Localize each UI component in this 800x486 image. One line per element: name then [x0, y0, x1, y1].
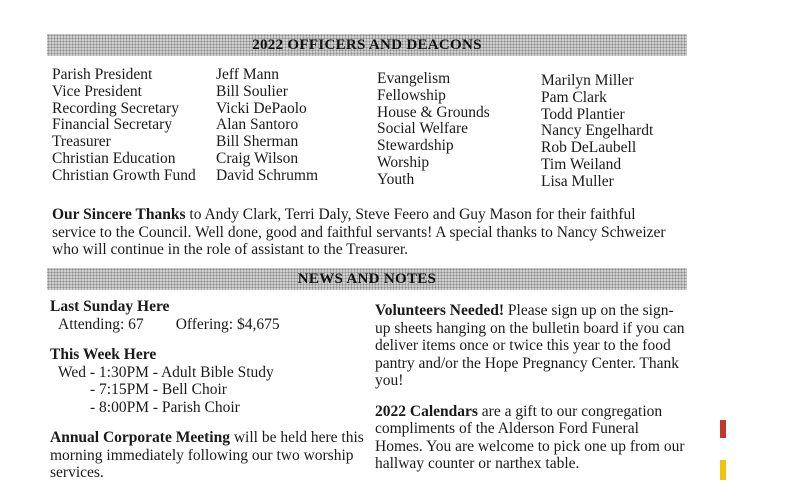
news-banner — [47, 268, 687, 290]
thanks-text: to Andy Clark, Terri Daly, Steve Feero and Guy Mason for their faithful service to the Council. Well done, good and faithful servants! A special thanks to Nancy Schweizer who will continue in the role of assistant to the Treasurer. — [52, 206, 666, 258]
deacon-area: Worship — [377, 153, 430, 171]
left-news-column — [50, 298, 370, 482]
officer-name: David Schrumm — [216, 166, 319, 184]
deacon-area: Social Welfare — [377, 120, 468, 138]
edge-mark-red — [720, 420, 726, 438]
meeting-lead: Annual Corporate Meeting — [50, 429, 230, 446]
officer-name: Bill Soulier — [216, 82, 288, 100]
news-banner-title: NEWS AND NOTES — [297, 270, 437, 287]
deacon-name: Marilyn Miller — [541, 72, 634, 89]
deacon-area: House & Grounds — [377, 103, 490, 121]
schedule-item: - 7:15PM - Bell Choir — [90, 381, 227, 398]
calendars-text: are a gift to our congregation compliments of the Alderson Ford Funeral Homes. You are welcome to pick one up from our hallway counter or narthex table. — [375, 402, 685, 472]
officer-role: Vice President — [52, 82, 142, 100]
right-news-column — [375, 302, 685, 473]
deacon-area: Evangelism — [377, 70, 451, 87]
officer-name: Jeff Mann — [216, 66, 279, 83]
calendars-lead: 2022 Calendars — [375, 402, 478, 420]
officer-role: Christian Education — [52, 149, 176, 167]
officers-banner — [47, 34, 687, 56]
meeting-paragraph — [50, 429, 370, 482]
schedule-item: - 8:00PM - Parish Choir — [90, 398, 240, 416]
officer-names — [216, 67, 318, 185]
this-week-heading: This Week Here — [50, 346, 157, 363]
officer-role: Parish President — [52, 66, 153, 83]
edge-mark-yellow — [720, 460, 726, 480]
deacon-name: Lisa Muller — [541, 172, 614, 190]
officer-name: Alan Santoro — [216, 116, 299, 134]
deacon-names — [541, 73, 653, 191]
thanks-paragraph — [52, 206, 682, 259]
deacon-name: Tim Weiland — [541, 155, 622, 173]
deacon-area: Stewardship — [377, 137, 454, 155]
deacon-area: Youth — [377, 170, 415, 188]
officer-role: Recording Secretary — [52, 99, 179, 117]
volunteers-text: Please sign up on the sign-up sheets hanging on the bulletin board if you can deliver items once or twice this year to the food pantry and/or the Hope Pregnancy Center. Thank you! — [375, 302, 685, 389]
volunteers-lead: Volunteers Needed! — [375, 302, 505, 319]
deacon-name: Rob DeLaubell — [541, 139, 637, 157]
calendars-paragraph — [375, 403, 685, 473]
volunteers-paragraph — [375, 302, 685, 390]
officer-name: Bill Sherman — [216, 133, 299, 151]
thanks-lead: Our Sincere Thanks — [52, 206, 186, 223]
meeting-text: will be held here this morning immediately following our two worship services. — [50, 429, 364, 481]
officer-role: Christian Growth Fund — [52, 166, 196, 184]
offering-value: Offering: $4,675 — [175, 315, 280, 333]
last-sunday-stats — [50, 316, 370, 334]
deacon-area: Fellowship — [377, 86, 446, 104]
deacon-name: Nancy Engelhardt — [541, 122, 654, 140]
deacon-name: Pam Clark — [541, 88, 607, 106]
last-sunday-heading: Last Sunday Here — [50, 298, 170, 315]
schedule-item: Wed - 1:30PM - Adult Bible Study — [58, 363, 274, 381]
deacon-name: Todd Plantier — [541, 105, 625, 123]
officer-role: Treasurer — [52, 133, 111, 151]
officer-role: Financial Secretary — [52, 116, 173, 134]
deacon-areas — [377, 71, 490, 189]
officer-name: Vicki DePaolo — [216, 99, 307, 117]
officer-name: Craig Wilson — [216, 149, 299, 167]
officers-banner-title: 2022 OFFICERS AND DEACONS — [252, 36, 482, 53]
attending-value: Attending: 67 — [58, 315, 144, 333]
officer-roles — [52, 67, 196, 185]
